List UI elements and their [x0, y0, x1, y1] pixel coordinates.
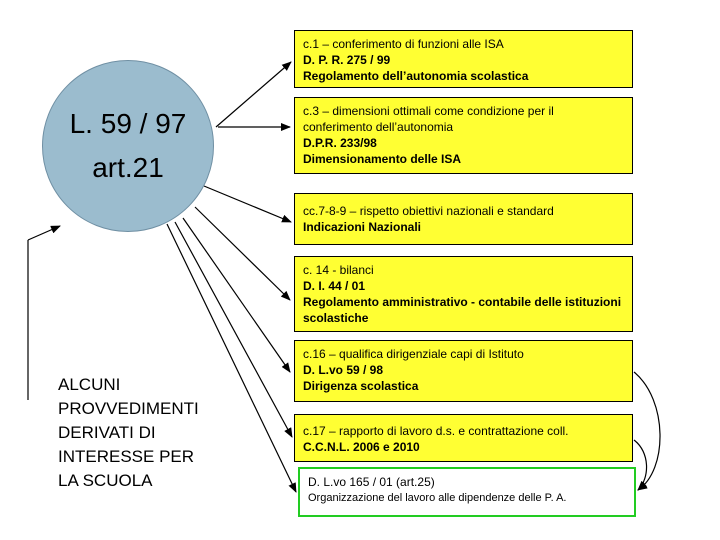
box-line: D. L.vo 59 / 98 [303, 363, 384, 377]
box-line: Indicazioni Nazionali [303, 220, 422, 234]
side-label [58, 373, 218, 493]
box-line: D. I. 44 / 01 [303, 279, 366, 293]
law-circle [42, 60, 214, 232]
box-line: c. 14 - bilanci [303, 263, 374, 277]
box-line: cc.7-8-9 – rispetto obiettivi nazionali e standard [303, 204, 554, 218]
box-labour-contract [294, 414, 633, 462]
box-line: Dirigenza scolastica [303, 379, 419, 393]
box-line: Regolamento dell’autonomia scolastica [303, 69, 529, 83]
arrow-to-box5 [183, 218, 290, 372]
box-line: Regolamento amministrativo - contabile delle istituzioni scolastiche [303, 295, 622, 325]
box-line: c.1 – conferimento di funzioni alle ISA [303, 37, 504, 51]
green-box-title: D. L.vo 165 / 01 (art.25) [308, 475, 435, 489]
box-line: C.C.N.L. 2006 e 2010 [303, 440, 420, 454]
box-line: D.P.R. 233/98 [303, 136, 377, 150]
side-label-line: INTERESSE PER [58, 447, 195, 466]
box-dimensioning [294, 97, 633, 174]
arrow-to-box1 [216, 62, 291, 127]
side-label-line: ALCUNI [58, 375, 121, 394]
law-title: L. 59 / 97 art.21 [69, 108, 187, 183]
arrow-left-diagonal [28, 226, 60, 240]
box-isa-functions [294, 30, 633, 88]
box-budgets [294, 256, 633, 332]
side-label-line: PROVVEDIMENTI [58, 399, 199, 418]
curve-box5-to-green [634, 372, 660, 490]
side-label-line: LA SCUOLA [58, 471, 153, 490]
box-line: c.17 – rapporto di lavoro d.s. e contrattazione coll. [303, 424, 569, 438]
box-public-administration [298, 467, 636, 517]
box-line: c.16 – qualifica dirigenziale capi di Istituto [303, 347, 524, 361]
box-line: c.3 – dimensioni ottimali come condizione per il conferimento dell’autonomia [303, 104, 554, 134]
box-line: D. P. R. 275 / 99 [303, 53, 391, 67]
arrow-to-box3 [204, 186, 291, 222]
side-label-line: DERIVATI DI [58, 423, 156, 442]
box-line: Dimensionamento delle ISA [303, 152, 462, 166]
box-national-objectives [294, 193, 633, 245]
box-school-management [294, 340, 633, 402]
green-box-subtitle: Organizzazione del lavoro alle dipendenze delle P. A. [308, 492, 567, 504]
